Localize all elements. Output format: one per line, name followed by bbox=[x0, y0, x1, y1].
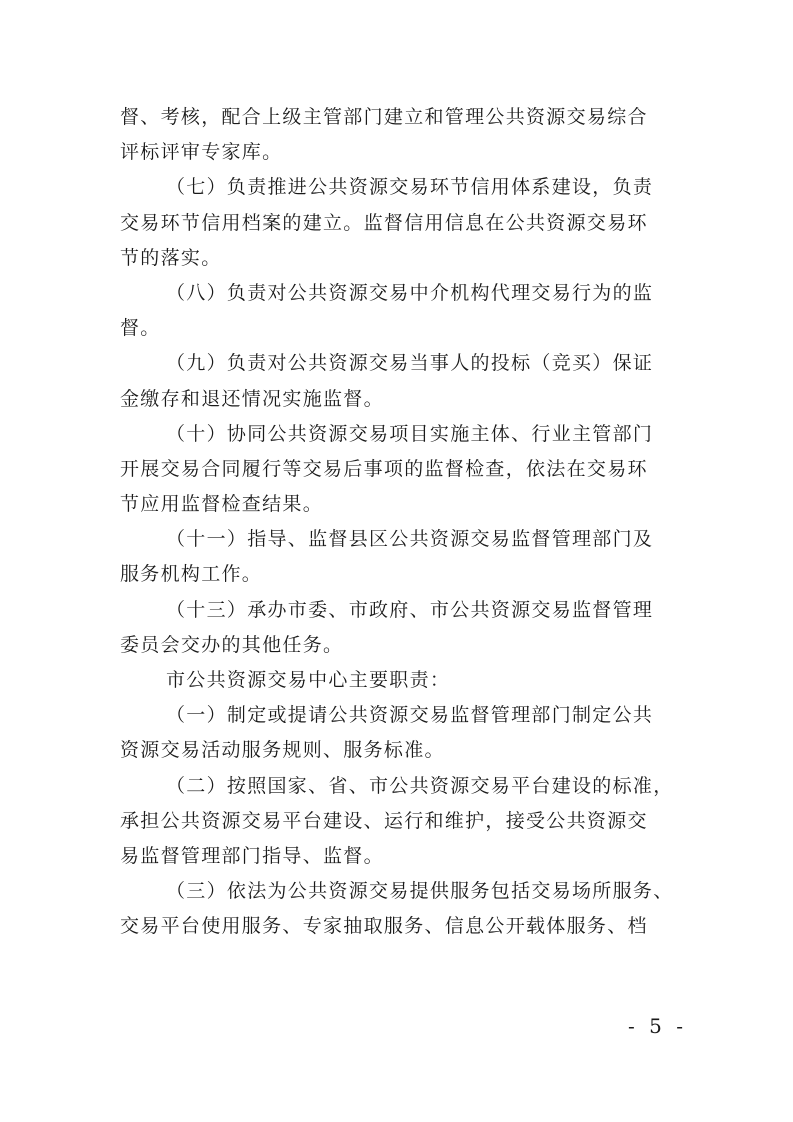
text-line: 承担公共资源交易平台建设、运行和维护，接受公共资源交 bbox=[120, 809, 648, 832]
text-line: 市公共资源交易中心主要职责： bbox=[166, 669, 451, 691]
text-line: 开展交易合同履行等交易后事项的监督检查，依法在交易环 bbox=[120, 457, 648, 480]
text-line: 资源交易活动服务规则、服务标准。 bbox=[120, 739, 445, 762]
text-line: 金缴存和退还情况实施监督。 bbox=[120, 387, 384, 410]
text-line: （八）负责对公共资源交易中介机构代理交易行为的监 bbox=[166, 281, 654, 304]
text-line: 委员会交办的其他任务。 bbox=[120, 633, 344, 656]
text-line: （九）负责对公共资源交易当事人的投标（竞买）保证 bbox=[166, 352, 654, 375]
text-line: 易监督管理部门指导、监督。 bbox=[120, 844, 384, 867]
text-line: 交易环节信用档案的建立。监督信用信息在公共资源交易环 bbox=[120, 211, 648, 234]
page-number: - 5 - bbox=[628, 1014, 687, 1038]
text-line: （十三）承办市委、市政府、市公共资源交易监督管理 bbox=[166, 598, 654, 621]
text-line: （一）制定或提请公共资源交易监督管理部门制定公共 bbox=[166, 704, 654, 727]
text-line: 督。 bbox=[120, 317, 161, 340]
text-line: （二）按照国家、省、市公共资源交易平台建设的标准， bbox=[166, 774, 674, 797]
text-line: （七）负责推进公共资源交易环节信用体系建设，负责 bbox=[166, 176, 654, 199]
text-line: 节应用监督检查结果。 bbox=[120, 493, 324, 516]
text-line: 评标评审专家库。 bbox=[120, 141, 283, 164]
body-text bbox=[120, 100, 676, 945]
text-line: 督、考核，配合上级主管部门建立和管理公共资源交易综合 bbox=[120, 106, 648, 128]
text-line: （十一）指导、监督县区公共资源交易监督管理部门及 bbox=[166, 528, 654, 551]
text-line: （三）依法为公共资源交易提供服务包括交易场所服务、 bbox=[166, 880, 674, 903]
text-line: 服务机构工作。 bbox=[120, 563, 263, 586]
text-line: （十）协同公共资源交易项目实施主体、行业主管部门 bbox=[166, 422, 654, 445]
text-line: 交易平台使用服务、专家抽取服务、信息公开载体服务、档 bbox=[120, 915, 648, 938]
text-line: 节的落实。 bbox=[120, 246, 222, 269]
